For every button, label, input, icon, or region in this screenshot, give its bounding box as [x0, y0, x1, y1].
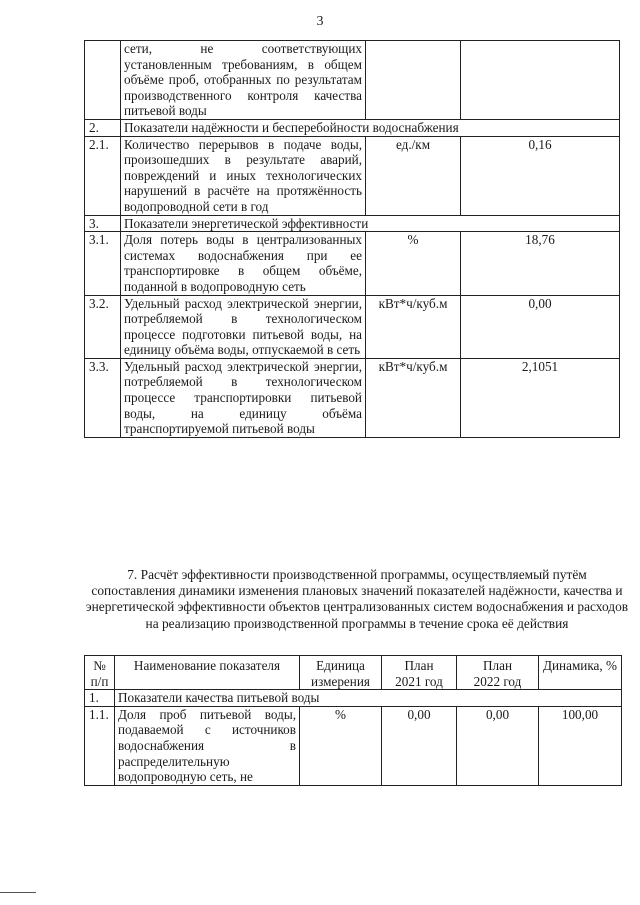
footer-rule — [0, 892, 36, 893]
section-row — [85, 690, 622, 707]
table-row — [85, 136, 620, 215]
row-number: 3. — [85, 215, 121, 232]
plan-2021-cell: 0,00 — [382, 706, 457, 785]
indicator-name: Количество перерывов в подаче воды, произошедших в результате аварий, повреждений и иных технологических нарушений в расчёте на протяжённость водопроводной сети в год — [121, 136, 366, 215]
value-cell: 0,00 — [461, 295, 620, 358]
unit-cell — [366, 41, 461, 120]
indicator-name: Удельный расход электрической энергии, потребляемой в технологическом процессе транспортировки питьевой воды, на единицу объёма транспортируемой питьевой воды — [121, 358, 366, 437]
header-unit: Единица измерения — [300, 656, 382, 690]
row-number: 3.1. — [85, 232, 121, 295]
row-number: 3.2. — [85, 295, 121, 358]
section-title: Показатели надёжности и бесперебойности водоснабжения — [121, 119, 620, 136]
page-number: 3 — [316, 14, 324, 29]
header-num: № п/п — [85, 656, 115, 690]
value-cell: 0,16 — [461, 136, 620, 215]
efficiency-table — [84, 655, 622, 786]
row-number: 2.1. — [85, 136, 121, 215]
value-cell: 18,76 — [461, 232, 620, 295]
indicator-name: сети, не соответствующих установленным требованиям, в общем объёме проб, отобранных по результатам производственного контроля качества питьевой воды — [121, 41, 366, 120]
row-number: 1. — [85, 690, 115, 707]
unit-cell: % — [366, 232, 461, 295]
table-row — [85, 232, 620, 295]
row-number: 2. — [85, 119, 121, 136]
unit-cell: % — [300, 706, 382, 785]
section-row — [85, 119, 620, 136]
indicators-table — [84, 40, 620, 438]
unit-cell: кВт*ч/куб.м — [366, 295, 461, 358]
header-name: Наименование показателя — [115, 656, 300, 690]
section-row — [85, 215, 620, 232]
row-number: 3.3. — [85, 358, 121, 437]
unit-cell: ед./км — [366, 136, 461, 215]
indicator-name: Доля потерь воды в централизованных системах водоснабжения при ее транспортировке в общем объёме, поданной в водопроводную сеть — [121, 232, 366, 295]
table-row — [85, 295, 620, 358]
indicator-name: Доля проб питьевой воды, подаваемой с источников водоснабжения в распределительную водопроводную сеть, не — [115, 706, 300, 785]
header-plan-2022: План 2022 год — [457, 656, 539, 690]
table-row — [85, 706, 622, 785]
unit-cell: кВт*ч/куб.м — [366, 358, 461, 437]
section-title: Показатели энергетической эффективности — [121, 215, 620, 232]
indicator-name: Удельный расход электрической энергии, потребляемой в технологическом процессе подготовки питьевой воды, на единицу объёма воды, отпускаемой в сеть — [121, 295, 366, 358]
table-row — [85, 41, 620, 120]
table-header-row — [85, 656, 622, 690]
row-number — [85, 41, 121, 120]
plan-2022-cell: 0,00 — [457, 706, 539, 785]
section-7-heading: 7. Расчёт эффективности производственной программы, осуществляемый путём сопоставления динамики изменения плановых значений показателей надёжности, качества и энергетической эффективности объектов централизованных систем водоснабжения и расходов на реализацию производственной программы в течение срока её действия — [85, 567, 629, 631]
value-cell — [461, 41, 620, 120]
value-cell: 2,1051 — [461, 358, 620, 437]
table-row — [85, 358, 620, 437]
section-title: Показатели качества питьевой воды — [115, 690, 622, 707]
header-dynamics: Динамика, % — [539, 656, 622, 690]
header-plan-2021: План 2021 год — [382, 656, 457, 690]
dynamics-cell: 100,00 — [539, 706, 622, 785]
row-number: 1.1. — [85, 706, 115, 785]
